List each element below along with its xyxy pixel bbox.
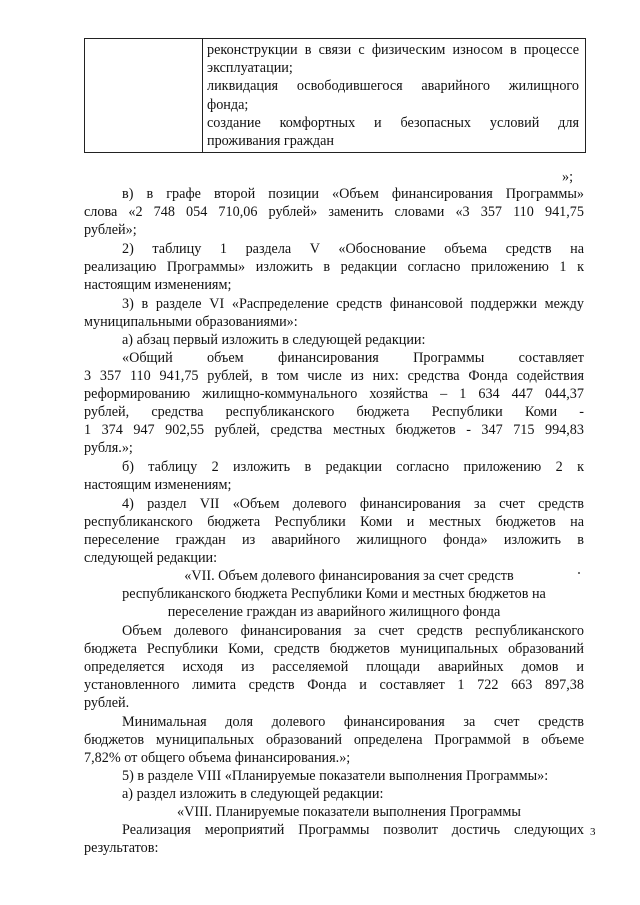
item-3b-line: б) таблицу 2 изложить в редакции согласно приложению 2 к (122, 459, 584, 475)
program-passport-table-fragment (84, 38, 586, 153)
item-3-line: муниципальными образованиями»: (84, 314, 298, 330)
section-viii-p1-line: Реализация мероприятий Программы позволит достичь следующих (122, 822, 584, 838)
table-line: фонда; (207, 96, 249, 113)
item-v-line: рублей»; (84, 222, 137, 238)
item-5a: а) раздел изложить в следующей редакции: (122, 786, 384, 802)
section-vii-p1-line: определяется исходя из расселяемой площади аварийных домов и (84, 659, 584, 675)
scan-speck (578, 572, 580, 574)
item-4-line: следующей редакции: (84, 550, 218, 566)
quote-financing-line: рубля.»; (84, 440, 133, 456)
quote-financing-line: «Общий объем финансирования Программы составляет (122, 350, 584, 366)
section-vii-title: республиканского бюджета Республики Коми и местных бюджетов на (122, 586, 546, 602)
item-5: 5) в разделе VIII «Планируемые показатели выполнения Программы»: (122, 768, 549, 784)
section-vii-title: переселение граждан из аварийного жилищного фонда (167, 604, 501, 620)
quote-financing-line: 1 374 947 902,55 рублей, средства местных бюджетов - 347 715 994,83 (84, 422, 584, 438)
section-vii-p2-line: 7,82% от общего объема финансирования.»; (84, 750, 351, 766)
section-vii-p1-line: рублей. (84, 695, 130, 711)
section-vii-title: «VII. Объем долевого финансирования за счет средств (184, 568, 514, 584)
item-v-line: слова «2 748 054 710,06 рублей» заменить словами «3 357 110 941,75 (84, 204, 584, 220)
item-2-line: реализацию Программы» изложить в редакции согласно приложению 1 к (84, 259, 584, 275)
item-3a: а) абзац первый изложить в следующей редакции: (122, 332, 426, 348)
item-4-line: 4) раздел VII «Объем долевого финансирования за счет средств (122, 496, 584, 512)
section-vii-p1-line: Объем долевого финансирования за счет средств республиканского (122, 623, 584, 639)
section-vii-p2-line: Минимальная доля долевого финансирования за счет средств (122, 714, 584, 730)
table-line: создание комфортных и безопасных условий для (207, 114, 579, 131)
section-viii-p1-line: результатов: (84, 840, 159, 856)
section-vii-p1-line: установленного лимита средств Фонда и составляет 1 722 663 897,38 (84, 677, 584, 693)
table-line: реконструкции в связи с физическим износом в процессе (207, 42, 579, 58)
table-line: проживания граждан (207, 133, 335, 150)
section-vii-p1-line: бюджета Республики Коми, средств бюджетов муниципальных образований (84, 641, 584, 657)
quote-financing-line: рублей, средства республиканского бюджета Республики Коми - (84, 404, 584, 420)
section-viii-title: «VIII. Планируемые показатели выполнения Программы (177, 804, 521, 820)
item-3-line: 3) в разделе VI «Распределение средств финансовой поддержки между (122, 296, 584, 312)
table-cell-empty (85, 39, 203, 153)
item-v-line: в) в графе второй позиции «Объем финансирования Программы» (122, 186, 584, 202)
table-line: ликвидация освободившегося аварийного жилищного (207, 78, 579, 95)
quote-financing-line: 3 357 110 941,75 рублей, в том числе из них: средства Фонда содействия (84, 368, 584, 384)
item-2-line: настоящим изменениям; (84, 277, 232, 293)
item-2-line: 2) таблицу 1 раздела V «Обоснование объема средств на (122, 241, 584, 257)
page-number: 3 (590, 826, 596, 838)
table-line: эксплуатации; (207, 60, 293, 77)
table-close-quote: »; (562, 169, 574, 185)
item-4-line: республиканского бюджета Республики Коми и местных бюджетов на (84, 514, 584, 530)
item-4-line: переселение граждан из аварийного жилищного фонда» изложить в (84, 532, 584, 548)
item-3b-line: настоящим изменениям; (84, 477, 232, 493)
section-vii-p2-line: бюджетов муниципальных образований определена Программой в объеме (84, 732, 584, 748)
table-cell-text (203, 39, 586, 153)
quote-financing-line: реформированию жилищно-коммунального хозяйства – 1 634 447 044,37 (84, 386, 584, 402)
